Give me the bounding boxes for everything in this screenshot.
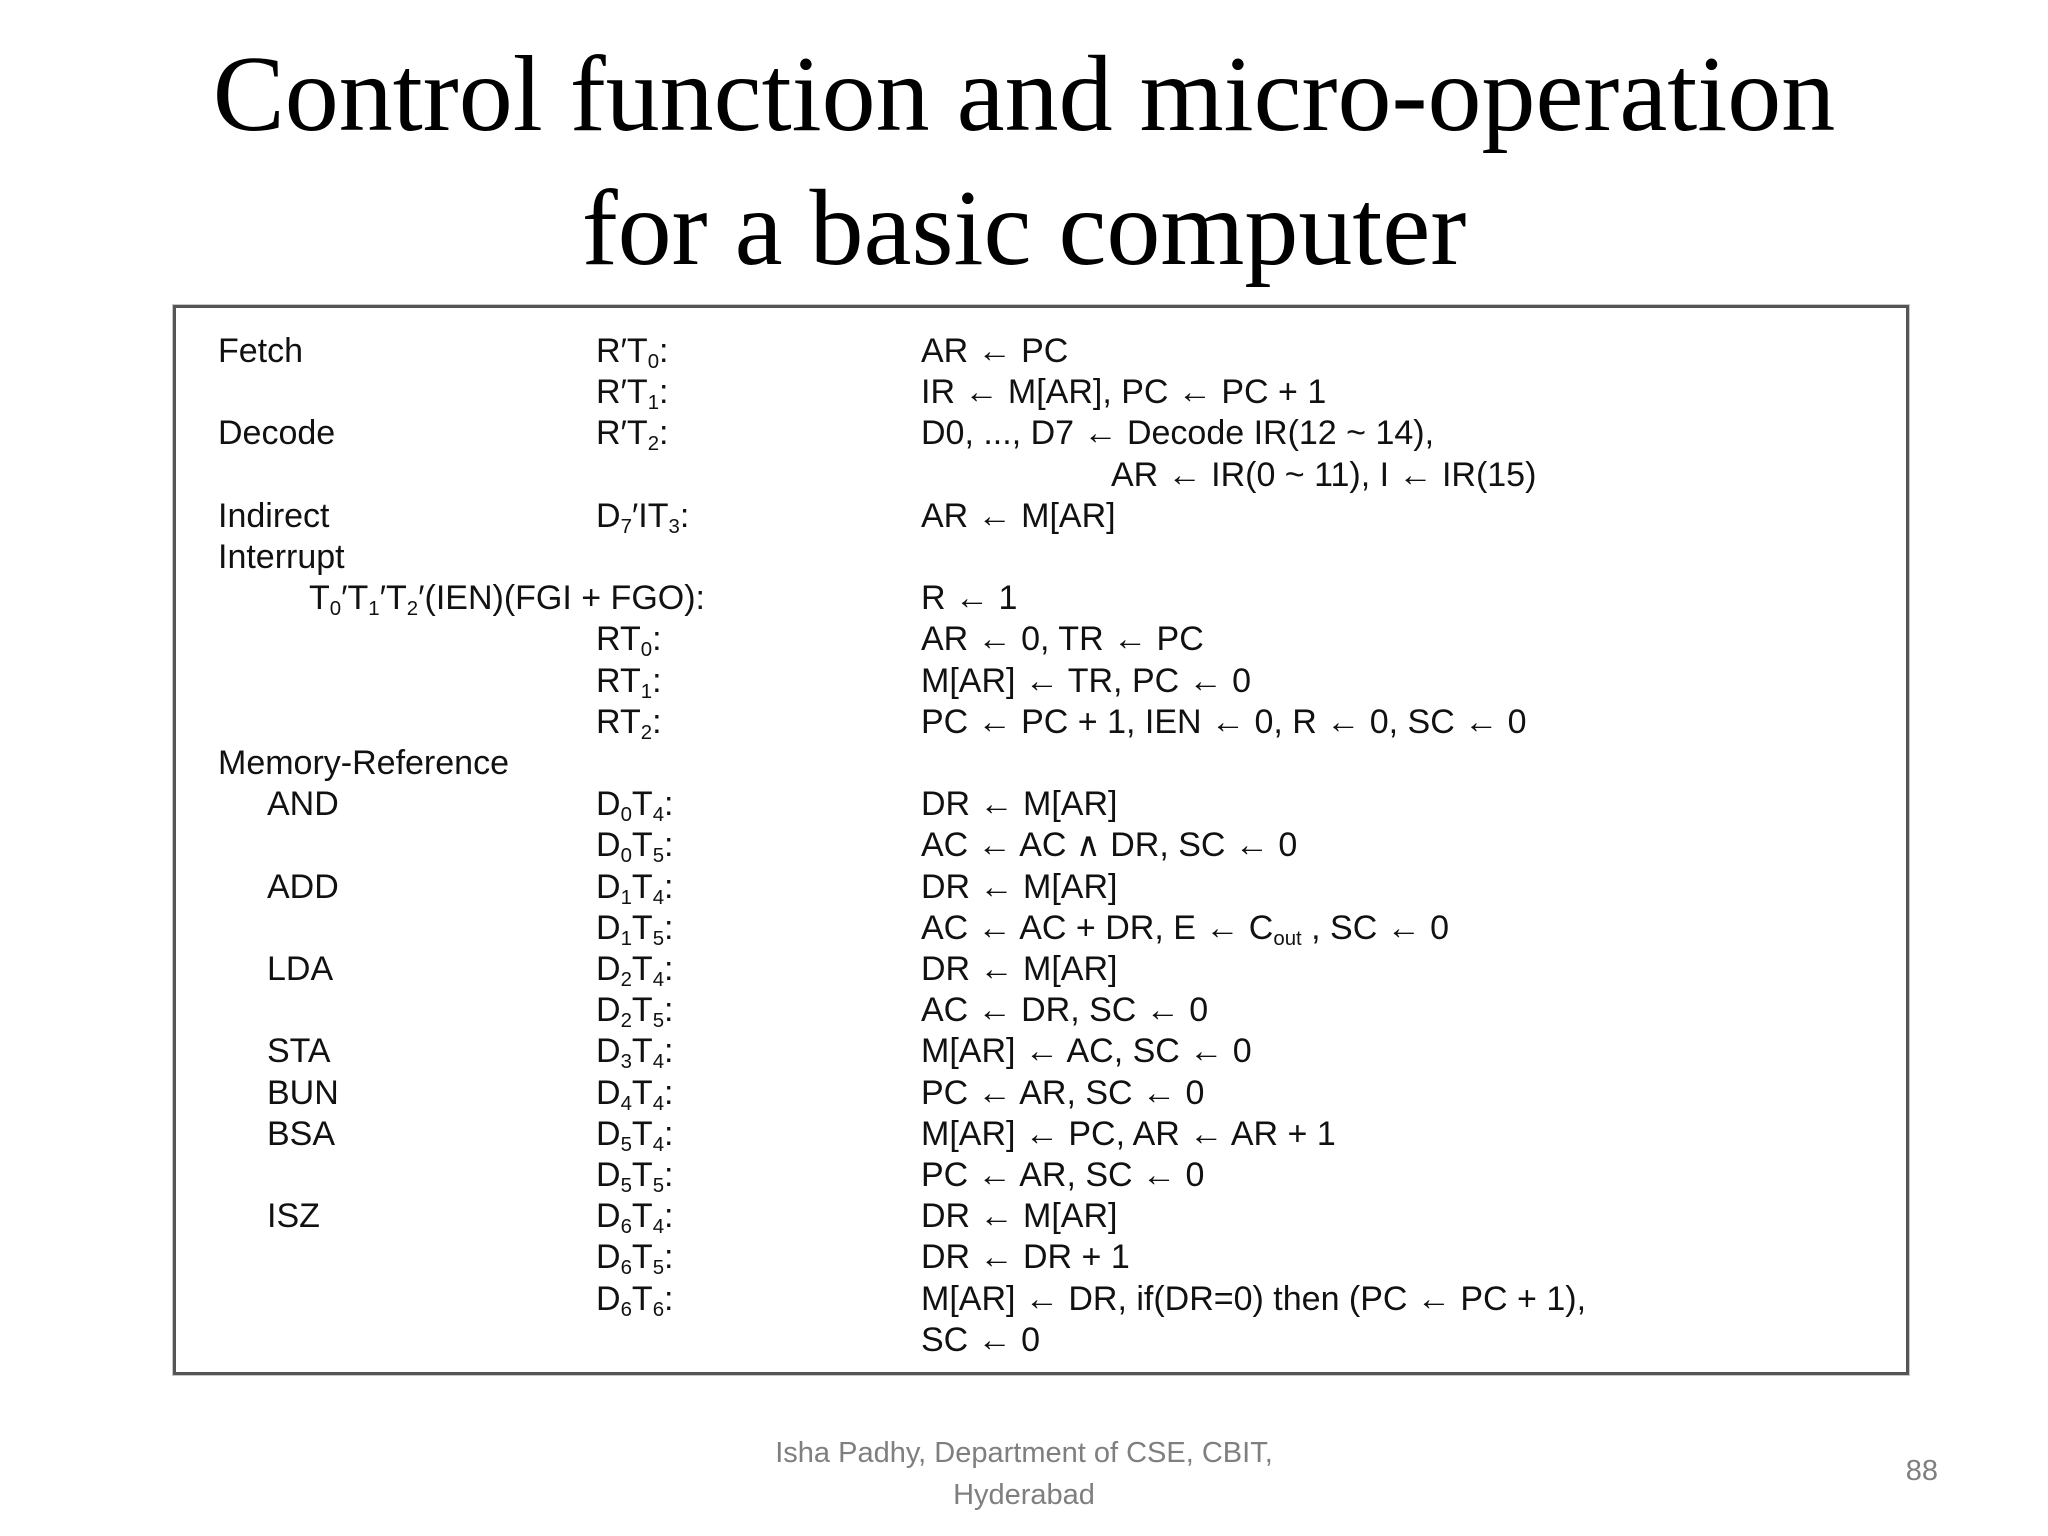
control-function: $D_2T_5$: [596, 991, 674, 1033]
micro-operation: PC ← AR, SC ← 0 [921, 1073, 1205, 1112]
micro-operation: DR ← M[AR] [921, 1197, 1118, 1236]
table-row [176, 454, 1906, 496]
control-function: $D_7'IT_3$: [596, 496, 690, 538]
micro-operation: SC ← 0 [921, 1320, 1041, 1359]
micro-operation: AR ← 0, TR ← PC [921, 620, 1204, 659]
table-row [176, 1154, 1906, 1196]
control-function: $R'T_1$: [596, 373, 669, 415]
micro-operation: M[AR] ← PC, AR ← AR + 1 [921, 1114, 1336, 1153]
table-row [176, 536, 1906, 578]
control-function: $D_4T_4$: [596, 1073, 674, 1115]
control-function-table [173, 305, 1909, 1375]
control-function: $D_2T_4$: [596, 950, 674, 992]
micro-operation: D0, ..., D7 ← Decode IR(12 ~ 14), [921, 414, 1435, 453]
table-row [176, 660, 1906, 702]
table-row [176, 1319, 1906, 1361]
section-label: BUN [267, 1073, 339, 1112]
micro-operation: M[AR] ← TR, PC ← 0 [921, 661, 1251, 700]
table-row [176, 371, 1906, 413]
section-label: Decode [218, 414, 336, 453]
micro-operation: DR ← M[AR] [921, 950, 1118, 988]
slide-title-line-2: for a basic computer [581, 169, 1467, 288]
table-row [176, 577, 1906, 619]
section-label: LDA [267, 950, 334, 988]
micro-operation: IR ← M[AR], PC ← PC + 1 [921, 373, 1327, 412]
table-row [176, 1072, 1906, 1114]
micro-operation: AR ← PC [921, 332, 1069, 370]
table-row [176, 989, 1906, 1031]
control-function: $D_5T_5$: [596, 1156, 674, 1198]
table-row [176, 824, 1906, 866]
micro-operation: AC ← AC + DR, E ← $C_{out}$ , SC ← 0 [921, 908, 1450, 950]
footer-author-line-2: Hyderabad [953, 1479, 1095, 1511]
control-function: $D_5T_4$: [596, 1114, 674, 1156]
control-function: $R'T_0$: [596, 332, 669, 374]
micro-operation: AR ← IR(0 ~ 11), I ← IR(15) [1111, 455, 1537, 494]
slide-footer [724, 1432, 1324, 1516]
micro-operation: AC ← DR, SC ← 0 [921, 991, 1209, 1030]
section-label: BSA [267, 1114, 336, 1153]
table-row [176, 1030, 1906, 1072]
table-row [176, 618, 1906, 660]
micro-operation: DR ← M[AR] [921, 785, 1118, 824]
control-function: $RT_1$: [596, 661, 662, 703]
section-label: Indirect [218, 496, 330, 535]
micro-operation: M[AR] ← DR, if(DR=0) then (PC ← PC + 1), [921, 1279, 1587, 1318]
control-function: $R'T_2$: [596, 414, 669, 456]
control-function: $D_3T_4$: [596, 1032, 674, 1074]
slide-title [0, 28, 2048, 296]
table-row [176, 1278, 1906, 1320]
table-row [176, 412, 1906, 454]
table-row [176, 742, 1906, 784]
table-row [176, 1195, 1906, 1237]
footer-author-line-1: Isha Padhy, Department of CSE, CBIT, [775, 1437, 1273, 1469]
micro-operation: AC ← AC ∧ DR, SC ← 0 [921, 826, 1298, 865]
control-function: $D_0T_5$: [596, 826, 674, 868]
control-function: $RT_0$: [596, 620, 662, 662]
control-function: $D_6T_6$: [596, 1279, 674, 1321]
control-function: $D_1T_4$: [596, 867, 674, 909]
table-row [176, 907, 1906, 949]
section-label: Fetch [218, 332, 304, 370]
table-row [176, 1113, 1906, 1155]
table-row [176, 495, 1906, 537]
page-number: 88 [1905, 1455, 1938, 1487]
control-function: $D_6T_4$: [596, 1197, 674, 1239]
section-label: Memory-Reference [218, 744, 509, 782]
section-label: STA [267, 1032, 331, 1071]
table-row [176, 948, 1906, 990]
micro-operation: AR ← M[AR] [921, 496, 1116, 535]
micro-operation: M[AR] ← AC, SC ← 0 [921, 1032, 1252, 1071]
control-function: $RT_2$: [596, 702, 662, 744]
table-row [176, 1236, 1906, 1278]
micro-operation: R ← 1 [921, 579, 1018, 618]
section-label: Interrupt [218, 538, 345, 576]
slide-title-line-1: Control function and micro-operation [212, 35, 1836, 154]
section-label: ISZ [267, 1197, 320, 1236]
control-function: $D_6T_5$: [596, 1238, 674, 1280]
section-label: ADD [267, 867, 339, 906]
section-label: AND [267, 785, 339, 824]
table-row [176, 330, 1906, 372]
micro-operation: DR ← M[AR] [921, 867, 1118, 906]
micro-operation: PC ← AR, SC ← 0 [921, 1156, 1205, 1194]
control-function: $D_1T_5$: [596, 908, 674, 950]
section-label: $T_0'T_1'T_2'(IEN)(FGI + FGO)$: [309, 579, 705, 621]
micro-operation: PC ← PC + 1, IEN ← 0, R ← 0, SC ← 0 [921, 702, 1527, 741]
micro-operation: DR ← DR + 1 [921, 1238, 1130, 1277]
table-row [176, 866, 1906, 908]
table-row [176, 783, 1906, 825]
control-function: $D_0T_4$: [596, 785, 674, 827]
table-row [176, 701, 1906, 743]
